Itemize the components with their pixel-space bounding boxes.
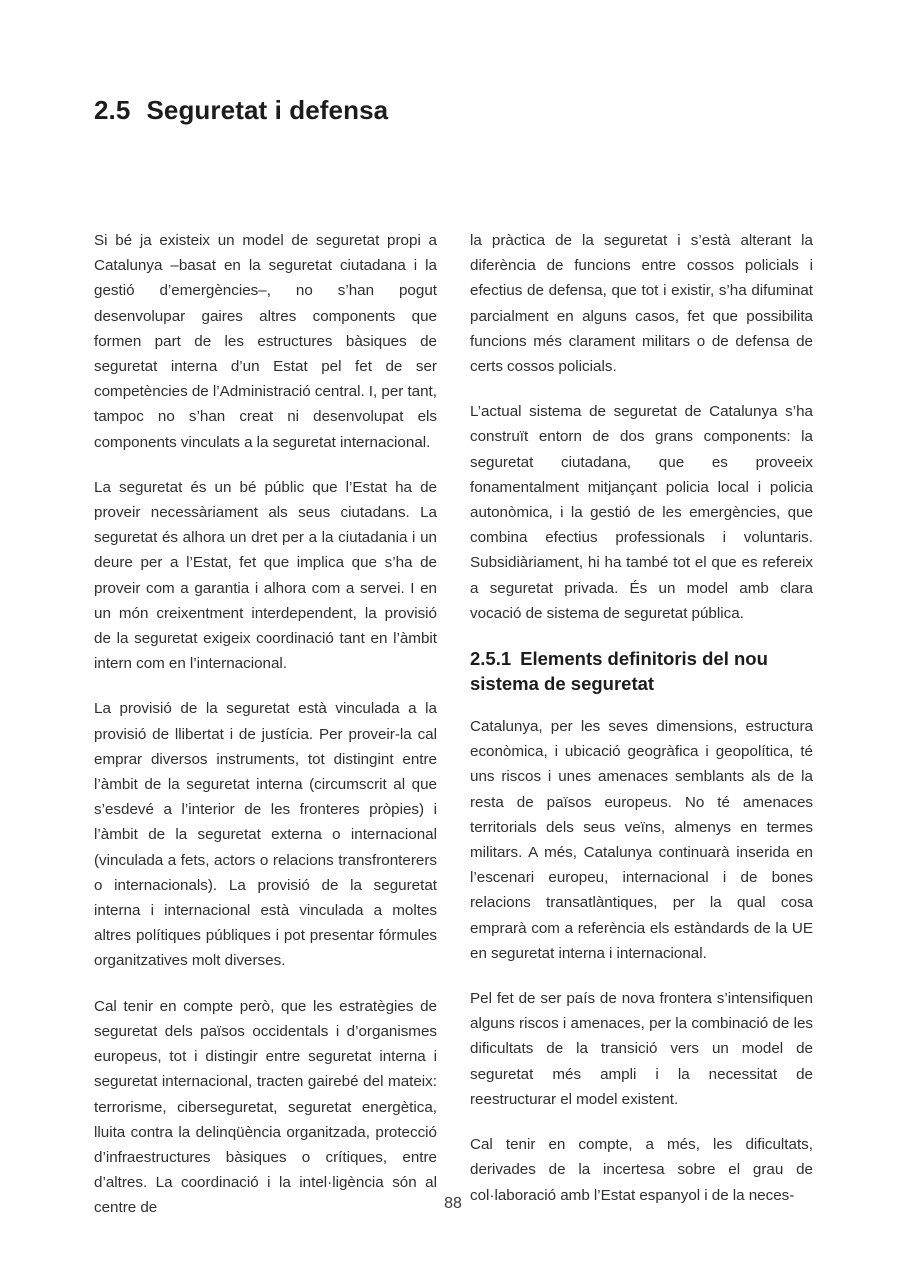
subsection-number: 2.5.1 — [470, 648, 512, 670]
paragraph: Si bé ja existeix un model de seguretat propi a Catalunya –basat en la seguretat ciutadana i la gestió d’emergències–, no s’han pogut desenvolupar gaires altres components que formen part de les estructures bàsiques de seguretat interna d’un Estat pel fet de ser competències de l’Administració central. I, per tant, tampoc no s’han creat ni desenvolupat els components vinculats a la seguretat internacional. — [94, 232, 437, 451]
section-number: 2.5 — [94, 95, 131, 126]
two-column-body — [94, 228, 812, 1221]
paragraph: La seguretat és un bé públic que l’Estat ha de proveir necessàriament als seus ciutadans. La seguretat és alhora un dret per a la ciutadania i un deure per a l’Estat, fet que implica que s’ha de proveir com a garantia i alhora com a servei. I en un món creixentment interdependent, la provisió de la seguretat exigeix coordinació tant en l’àmbit intern com en l’internacional. — [94, 478, 437, 673]
paragraph: Catalunya, per les seves dimensions, estructura econòmica, i ubicació geogràfica i geopolítica, té uns riscos i unes amenaces semblants als de la resta de països europeus. No té amenaces territorials dels seus veïns, almenys en termes militars. A més, Catalunya continuarà inserida en l’escenari europeu, internacional i de bones relacions transatlàntiques, per la qual cosa emprarà com a referència els estàndards de la UE en seguretat interna i internacional. — [470, 718, 813, 962]
section-title: Seguretat i defensa — [146, 95, 389, 126]
paragraph: Cal tenir en compte, a més, les dificultats, derivades de la incertesa sobre el grau de col·laboració amb l’Estat espanyol i de la neces- — [470, 1136, 813, 1204]
left-column — [94, 228, 437, 1221]
paragraph: L’actual sistema de seguretat de Catalunya s’ha construït entorn de dos grans components: la seguretat ciutadana, que es proveeix fonamentalment mitjançant policia local i policia autonòmica, i la gestió de les emergències, que combina efectius professionals i voluntaris. Subsidiàriament, hi ha també tot el que es refereix a seguretat privada. És un model amb clara vocació de sistema de seguretat pública. — [470, 403, 813, 622]
page-content — [94, 0, 812, 1280]
paragraph: La provisió de la seguretat està vinculada a la provisió de llibertat i de justícia. Per proveir-la cal emprar diversos instruments, tot distingint entre l’àmbit de la seguretat interna (circumscrit al que s’esdevé a l’interior de les fronteres pròpies) i l’àmbit de la seguretat externa o internacional (vinculada a fets, actors o relacions transfronterers o internacionals). La provisió de la seguretat interna i internacional està vinculada a moltes altres polítiques públiques i pot presentar fórmules organitzatives molt diverses. — [94, 700, 437, 970]
paragraph: Cal tenir en compte però, que les estratègies de seguretat dels països occidentals i d’organismes europeus, tot i distingir entre seguretat interna i seguretat internacional, tracten gairebé del mateix: terrorisme, ciberseguretat, seguretat energètica, lluita contra la delinqüència organitzada, protecció d’infraestructures bàsiques o crítiques, entre d’altres. La coordinació i la intel·ligència són al centre de — [94, 997, 437, 1217]
paragraph: la pràctica de la seguretat i s’està alterant la diferència de funcions entre cossos policials i efectius de defensa, que tot i existir, s’ha difuminat parcialment en alguns casos, fet que possibilita funcions més clarament militars o de defensa de certs cossos policials. — [470, 232, 813, 376]
page-title — [94, 95, 812, 126]
subsection-title: Elements definitoris del nou sistema de seguretat — [470, 648, 768, 695]
subsection-heading — [470, 646, 813, 696]
right-column — [470, 228, 813, 1221]
page-number: 88 — [444, 1195, 462, 1212]
paragraph: Pel fet de ser país de nova frontera s’intensifiquen alguns riscos i amenaces, per la combinació de les dificultats de la transició vers un model de seguretat més ampli i la necessitat de reestructurar el model existent. — [470, 990, 813, 1108]
